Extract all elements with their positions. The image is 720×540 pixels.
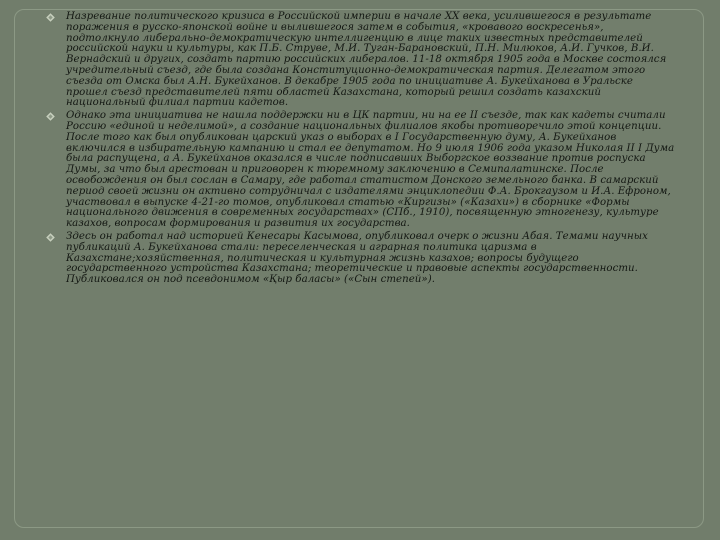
paragraph-text: Однако эта инициатива не нашла поддержки ни в ЦК партии, ни на ее II съезде, так как кадеты считали Россию «единой и неделимой», а создание национальных филиалов якобы противоречило этой концепции. После того как был опубликован царский указ о выборах в I Государственную думу, А. Букейханов включился в избирательную кампанию и стал ее депутатом. Но 9 июля 1906 года указом Николая II I Дума была распущена, а А. Букейханов оказался в числе подписавших Выборгское воззвание против роспуска Думы, за что был арестован и приговорен к тюремному заключению в Семипалатинске. После освобождения он был сослан в Самару, где работал статистом Донского земельного банка. В самарский период своей жизни он активно сотрудничал с издателями энциклопедии Ф.А. Брокгаузом и И.А. Ефроном, участвовал в выпуске 4-21-го томов, опубликовал статью «Киргизы» («Казахи») в сборнике «Формы национального движения в современных государствах» (СПб., 1910), посвященную этногенезу, культуре казахов, вопросам формирования и развития их государства. <box>66 110 675 230</box>
slide-content <box>46 12 676 286</box>
paragraph-text: Здесь он работал над историей Кенесары Касымова, опубликовал очерк о жизни Абая. Темами научных публикаций А. Букейханова стали: переселенческая и аграрная политика царизма в Казахстане;хозяйственная, политическая и культурная жизнь казахов; вопросы будущего государственного устройства Казахстана; теоретические и правовые аспекты государственности. Публиковался он под псевдонимом «Қыр баласы» («Сын степей»). <box>66 230 648 286</box>
paragraph-1 <box>46 12 676 109</box>
paragraph-2 <box>46 111 676 230</box>
paragraph-text: Назревание политического кризиса в Российской империи в начале XX века, усилившегося в результате поражения в русско-японской войне и вылившегося затем в события, «кровавого воскресенья», подтолкнуло либерально-демократическую интеллигенцию в лице таких известных представителей российской науки и культуры, как П.Б. Струве, М.И. Туган-Барановский, П.Н. Милюков, А.И. Гучков, В.И. Вернадский и других, создать партию российских либералов. 11-18 октября 1905 года в Москве состоялся учредительный съезд, где была создана Конституционно-демократическая партия. Делегатом этого съезда от Омска был А.Н. Букейханов. В декабре 1905 года по инициативе А. Букейханова в Уральске прошел съезд представителей пяти областей Казахстана, который решил создать казахский национальный филиал партии кадетов. <box>66 11 667 109</box>
bullet-diamond-icon <box>46 13 55 22</box>
bullet-diamond-icon <box>46 112 55 121</box>
paragraph-3 <box>46 232 676 286</box>
bullet-diamond-icon <box>46 233 55 242</box>
